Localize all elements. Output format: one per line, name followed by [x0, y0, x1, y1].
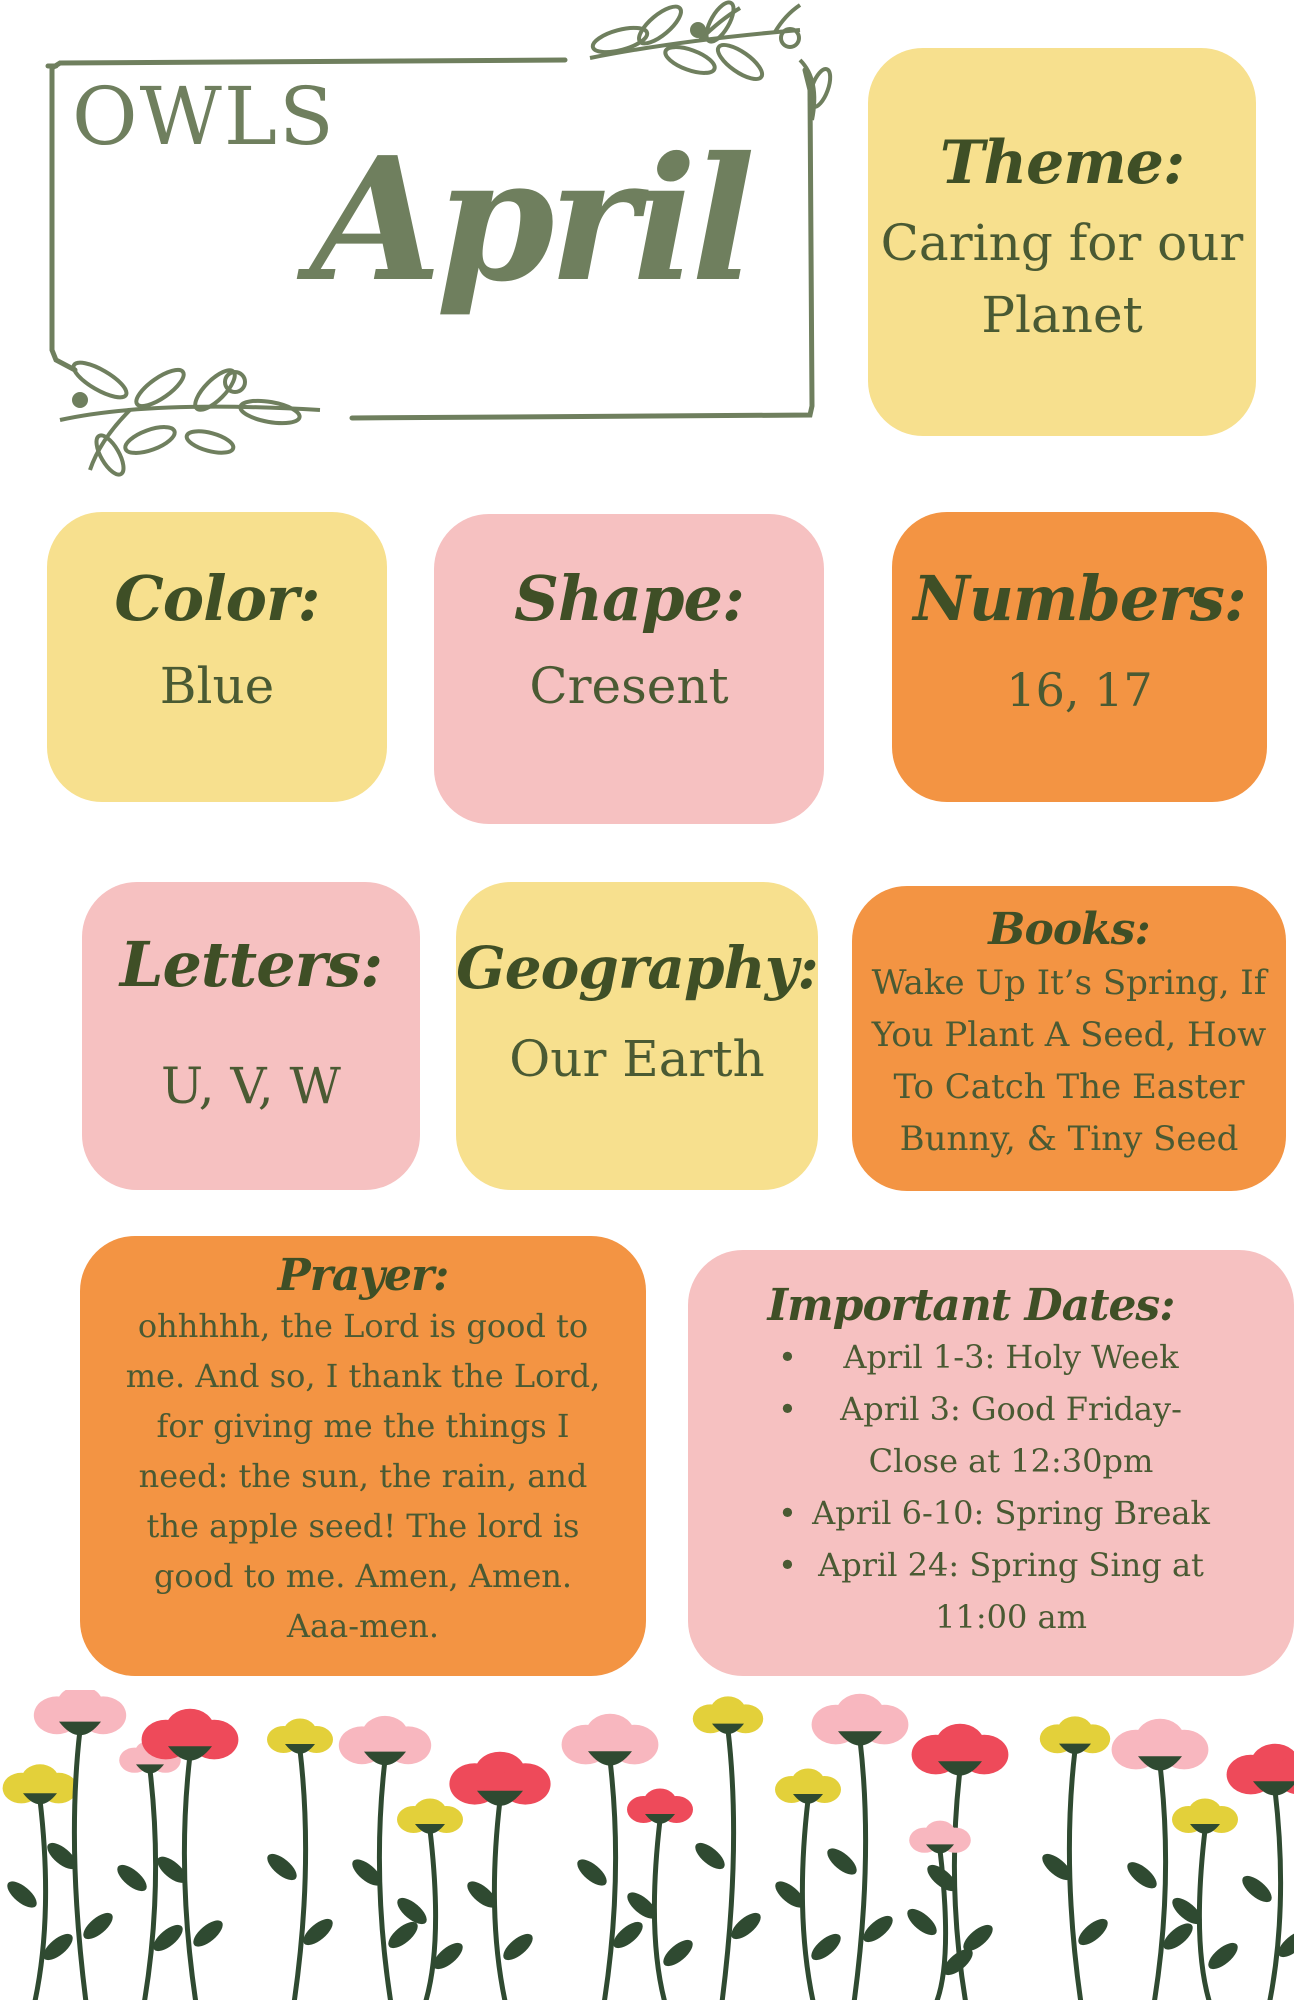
flower-icon [903, 1821, 977, 2000]
books-line: To Catch The Easter [893, 1067, 1245, 1107]
flower-icon [449, 1752, 550, 2000]
books-list [872, 957, 1267, 1165]
books-line: Wake Up It’s Spring, If [871, 963, 1267, 1003]
flower-icon [3, 1764, 78, 2000]
books-heading: Books: [988, 904, 1150, 955]
date-line: April 3: Good Friday- [840, 1390, 1182, 1428]
date-line: April 6-10: Spring Break [812, 1494, 1210, 1532]
letters-value: U, V, W [161, 1057, 341, 1115]
date-line: April 1-3: Holy Week [843, 1338, 1179, 1376]
color-value: Blue [159, 657, 275, 715]
bullet-icon: • [778, 1494, 797, 1532]
flower-icon [1112, 1719, 1209, 2000]
flower-border [0, 1690, 1294, 2000]
prayer-card [80, 1236, 646, 1676]
date-item [688, 1487, 1294, 1539]
dates-list [688, 1331, 1294, 1643]
numbers-value: 16, 17 [1006, 663, 1153, 717]
bullet-icon: • [778, 1338, 797, 1376]
flower-icon [1227, 1744, 1294, 2000]
flower-icon [691, 1696, 765, 2000]
books-line: Bunny, & Tiny Seed [899, 1119, 1239, 1159]
geography-card [456, 882, 818, 1190]
theme-heading: Theme: [939, 128, 1185, 198]
date-item [688, 1383, 1294, 1487]
color-heading: Color: [114, 562, 320, 635]
flower-icon [1168, 1799, 1242, 2000]
prayer-line: me. And so, I thank the Lord, [125, 1357, 601, 1395]
date-line: April 24: Spring Sing at [818, 1546, 1204, 1584]
theme-card [868, 48, 1256, 436]
letters-card [82, 882, 420, 1190]
flower-icon [263, 1719, 337, 2000]
flower-icon [623, 1789, 697, 2000]
color-card [47, 512, 387, 802]
dates-heading: Important Dates: [767, 1280, 1175, 1331]
bottom-leaf-branch-icon [60, 356, 320, 478]
date-line: 11:00 am [935, 1598, 1087, 1636]
prayer-line: for giving me the things I [156, 1407, 570, 1445]
flower-icon [562, 1714, 659, 2000]
group-name: OWLS [72, 70, 336, 163]
date-line: Close at 12:30pm [868, 1442, 1154, 1480]
bullet-icon: • [778, 1546, 797, 1584]
prayer-line: ohhhhh, the Lord is good to [137, 1307, 589, 1345]
month-title: April [310, 120, 750, 320]
shape-heading: Shape: [514, 562, 744, 635]
numbers-heading: Numbers: [913, 562, 1246, 635]
books-line: You Plant A Seed, How [871, 1015, 1267, 1055]
prayer-text [126, 1301, 601, 1651]
shape-value: Cresent [529, 657, 729, 715]
flower-icon [393, 1799, 467, 2000]
bullet-icon: • [778, 1390, 797, 1428]
flower-icon [1038, 1716, 1112, 2000]
prayer-line: good to me. Amen, Amen. [153, 1557, 573, 1595]
geography-value: Our Earth [509, 1030, 765, 1088]
theme-line-2: Planet [981, 286, 1143, 344]
important-dates-card [688, 1250, 1294, 1676]
numbers-card [892, 512, 1267, 802]
geography-heading: Geography: [456, 934, 818, 1002]
top-leaf-branch-icon [590, 0, 834, 120]
prayer-line: need: the sun, the rain, and [138, 1457, 588, 1495]
books-card [852, 886, 1286, 1191]
flower-icon [771, 1769, 845, 2000]
letters-heading: Letters: [119, 928, 383, 1001]
shape-card [434, 514, 824, 824]
prayer-line: the apple seed! The lord is [146, 1507, 580, 1545]
prayer-line: Aaa-men. [286, 1607, 440, 1645]
theme-line-1: Caring for our [880, 214, 1244, 272]
date-item [688, 1331, 1294, 1383]
prayer-heading: Prayer: [277, 1250, 449, 1301]
flower-icon [339, 1716, 431, 2000]
date-item [688, 1539, 1294, 1643]
